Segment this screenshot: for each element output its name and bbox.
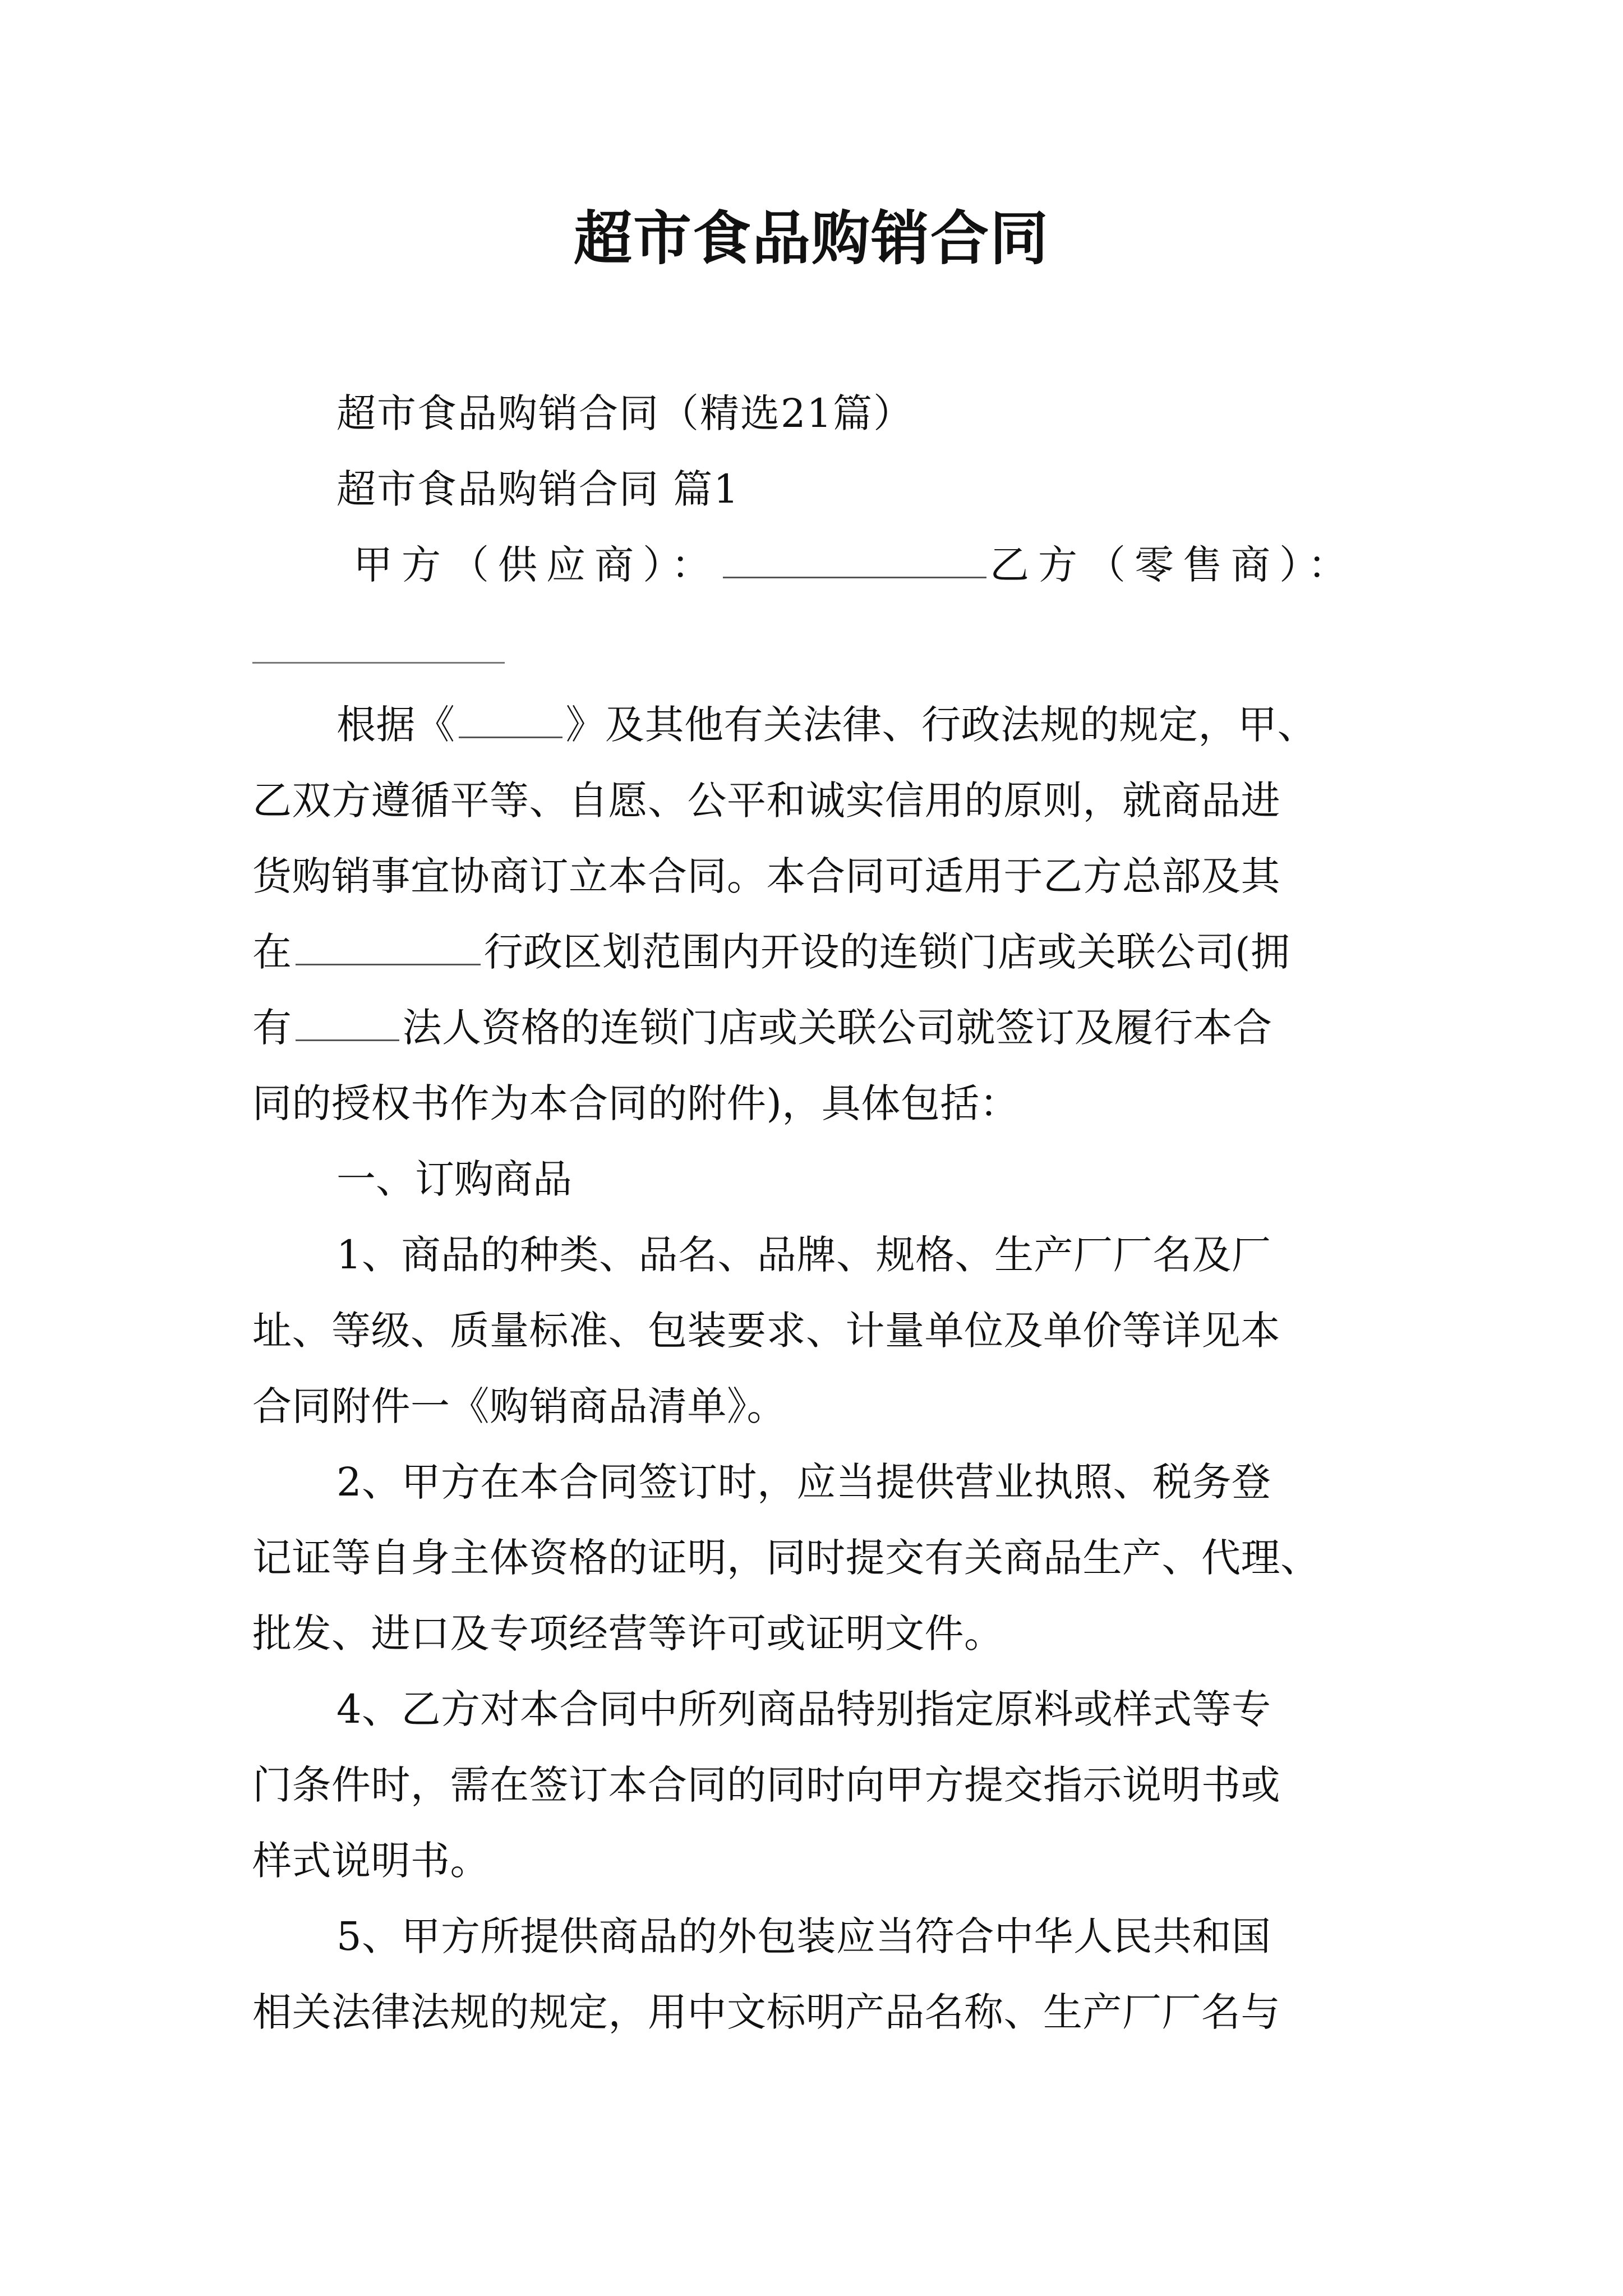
party-b-blank (252, 662, 505, 664)
paragraph-line: 乙双方遵循平等、自愿、公平和诚实信用的原则，就商品进 (252, 777, 1280, 823)
section-heading: 一、订购商品 (336, 1156, 572, 1202)
paragraph-line: 合同附件一《购销商品清单》。 (252, 1383, 786, 1429)
paragraph-line: 记证等自身主体资格的证明，同时提交有关商品生产、代理、 (252, 1535, 1320, 1581)
subtitle-collection: 超市食品购销合同（精选21篇） (336, 390, 914, 436)
paragraph-line: 批发、进口及专项经营等许可或证明文件。 (252, 1611, 1004, 1657)
paragraph-line: 5、甲方所提供商品的外包装应当符合中华人民共和国 (336, 1913, 1271, 1959)
paragraph-line (252, 990, 1385, 1066)
subtitle-part-1: 超市食品购销合同 篇1 (336, 466, 740, 512)
text-run: 有 (252, 1005, 292, 1051)
text-run: 》及其他有关法律、行政法规的规定，甲、 (565, 702, 1317, 748)
text-run: 根据《 (336, 702, 455, 748)
paragraph-line: 1、商品的种类、品名、品牌、规格、生产厂厂名及厂 (336, 1232, 1271, 1278)
paragraph-line: 样式说明书。 (252, 1838, 490, 1884)
paragraph-line (336, 687, 1385, 763)
paragraph-line (252, 914, 1385, 990)
text-run: 行政区划范围内开设的连锁门店或关联公司(拥 (483, 929, 1290, 975)
paragraph-line: 相关法律法规的规定，用中文标明产品名称、生产厂厂名与 (252, 1989, 1280, 2035)
party-b-label: 乙方（零售商）： (990, 542, 1356, 588)
text-run: 法人资格的连锁门店或关联公司就签订及履行本合 (402, 1005, 1272, 1051)
document-title: 超市食品购销合同 (573, 204, 1049, 273)
parties-line (353, 527, 1385, 603)
paragraph-line: 门条件时，需在签订本合同的同时向甲方提交指示说明书或 (252, 1762, 1280, 1808)
paragraph-line: 货购销事宜协商订立本合同。本合同可适用于乙方总部及其 (252, 853, 1280, 899)
text-run: 在 (252, 929, 292, 975)
party-a-blank (723, 543, 986, 578)
paragraph-line: 2、甲方在本合同签订时，应当提供营业执照、税务登 (336, 1459, 1271, 1505)
paragraph-line: 同的授权书作为本合同的附件)，具体包括： (252, 1080, 1020, 1126)
region-blank (296, 930, 481, 965)
law-name-blank (459, 703, 562, 738)
party-a-label: 甲方（供应商）： (353, 542, 720, 588)
paragraph-line: 址、等级、质量标准、包装要求、计量单位及单价等详见本 (252, 1308, 1280, 1354)
paragraph-line: 4、乙方对本合同中所列商品特别指定原料或样式等专 (336, 1686, 1271, 1732)
legal-status-blank (296, 1006, 399, 1041)
